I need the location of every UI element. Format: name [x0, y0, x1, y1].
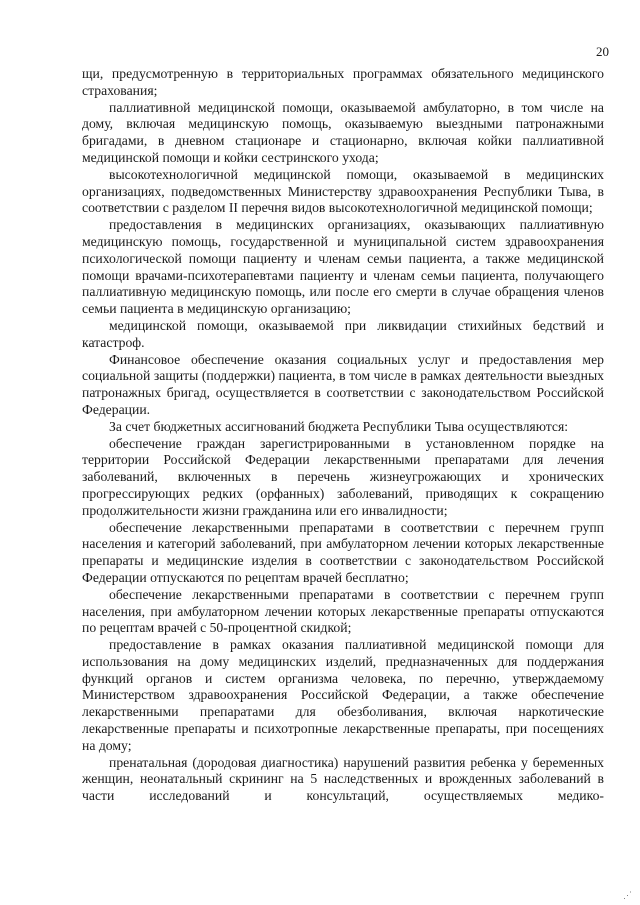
page-number: 20 — [596, 44, 609, 59]
scan-corner-mark: ⋰ — [623, 890, 632, 900]
paragraph-high-tech-care: высокотехнологичной медицинской помощи, оказываемой в медицинских организациях, подведомственных Министерству здравоохранения Республики Тыва, в соответствии с разделом II перечня видов высокотехнологичной медицинской помощи; — [82, 166, 604, 216]
paragraph-prenatal-diagnostics: пренатальная (дородовая диагностика) нарушений развития ребенка у беременных женщин, неонатальный скрининг на 5 наследственных и врожденных заболеваний в части исследований и консультаций, осуществляемых медико- — [82, 754, 604, 804]
paragraph-disaster-care: медицинской помощи, оказываемой при ликвидации стихийных бедствий и катастроф. — [82, 317, 604, 350]
paragraph-discount-prescriptions: обеспечение лекарственными препаратами в соответствии с перечнем групп населения, при амбулаторном лечении которых лекарственные препараты отпускаются по рецептам врачей с 50-процентной скидкой; — [82, 586, 604, 636]
paragraph-free-prescriptions: обеспечение лекарственными препаратами в соответствии с перечнем групп населения и категорий заболеваний, при амбулаторном лечении которых лекарственные препараты и медицинские изделия в соответствии с законодательством Российской Федерации отпускаются по рецептам врачей бесплатно; — [82, 519, 604, 585]
paragraph-psychological-help: предоставления в медицинских организациях, оказывающих паллиативную медицинскую помощь, государственной и муниципальной систем здравоохранения психологической помощи пациенту и членам семьи пациента, а также медицинской помощи врачами-психотерапевтами пациенту и членам семьи пациента, получающего паллиативную медицинскую помощь, или после его смерти в случае обращения членов семьи пациента в медицинскую организацию; — [82, 217, 604, 317]
paragraph-social-services-funding: Финансовое обеспечение оказания социальных услуг и предоставления мер социальной защиты (поддержки) пациента, в том числе в рамках деятельности выездных патронажных бригад, осуществляется в соответствии с законодательством Российской Федерации. — [82, 351, 604, 417]
paragraph-budget-intro: За счет бюджетных ассигнований бюджета Республики Тыва осуществляются: — [109, 418, 569, 434]
paragraph-continuation: щи, предусмотренную в территориальных программах обязательного медицинского страхования; — [82, 66, 604, 98]
paragraph-orphan-diseases: обеспечение граждан зарегистрированными в установленном порядке на территории Российской Федерации лекарственными препаратами для лечения заболеваний, включенных в перечень жизнеугрожающих и хронических прогрессирующих редких (орфанных) заболеваний, приводящих к сокращению продолжительности жизни гражданина или его инвалидности; — [82, 435, 604, 518]
paragraph-home-medical-devices: предоставление в рамках оказания паллиативной медицинской помощи для использования на дому медицинских изделий, предназначенных для поддержания функций органов и систем организма человека, по перечню, утверждаемому Министерством здравоохранения Российской Федерации, а также обеспечение лекарственными препаратами для обезболивания, включая наркотические лекарственные препараты и психотропные лекарственные препараты, при посещениях на дому; — [82, 637, 604, 753]
paragraph-palliative-care: паллиативной медицинской помощи, оказываемой амбулаторно, в том числе на дому, включая медицинскую помощь, оказываемую выездными патронажными бригадами, в дневном стационаре и стационарно, включая койки паллиативной медицинской помощи и койки сестринского ухода; — [82, 99, 604, 165]
document-body — [82, 66, 604, 805]
